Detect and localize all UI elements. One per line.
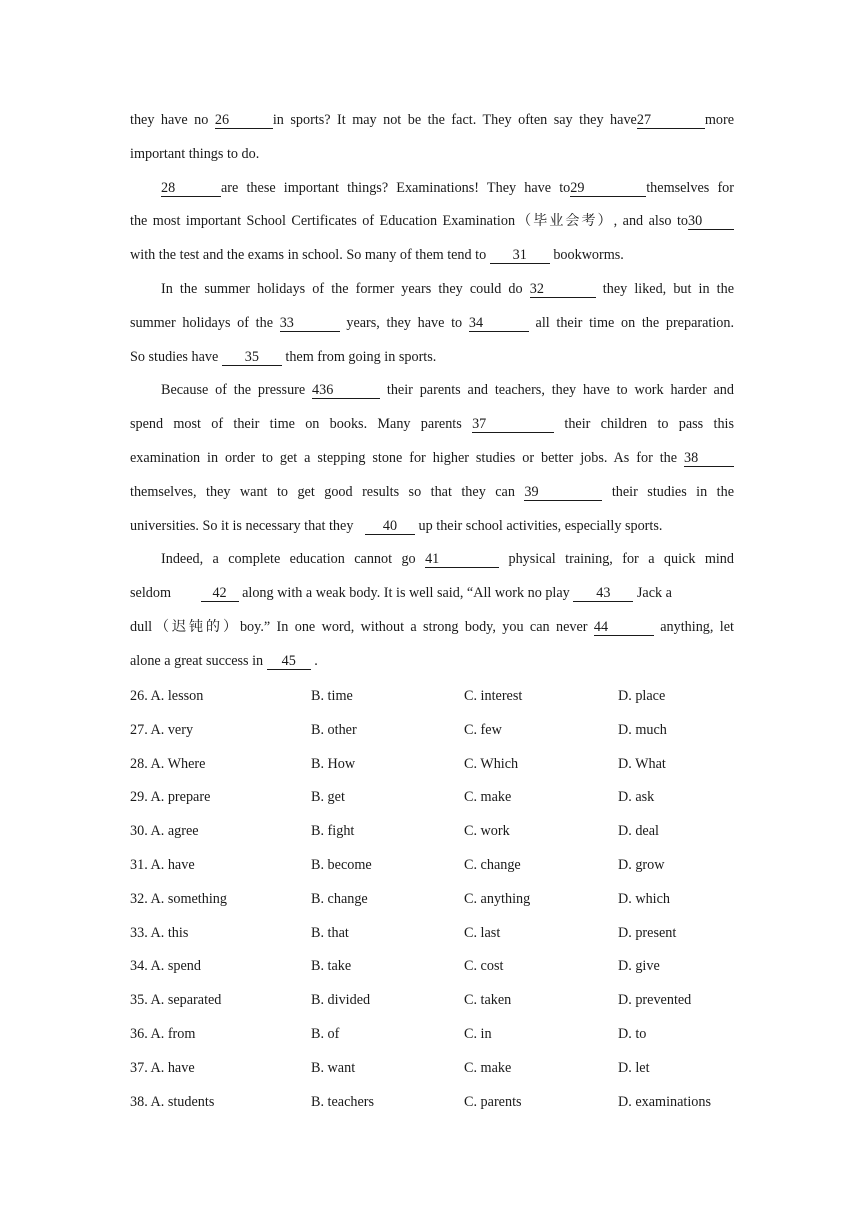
text: Indeed, a complete education cannot go <box>161 551 426 568</box>
text: physical training, for a quick mind <box>499 551 734 568</box>
option-d: D. to <box>618 1025 647 1042</box>
option-b: B. divided <box>311 992 371 1009</box>
option-c: C. change <box>464 856 521 873</box>
text: up their school activities, especially sports. <box>414 517 663 534</box>
option-row-33 <box>130 917 750 951</box>
blank-28: 28 <box>161 180 221 197</box>
passage <box>130 104 734 679</box>
text: are these important things? Examinations! They have to <box>221 179 571 196</box>
option-row-36 <box>130 1018 750 1052</box>
passage-line-5 <box>130 239 734 273</box>
text: important things to do. <box>130 145 260 162</box>
option-row-32 <box>130 883 750 917</box>
text: in sports? It may not be the fact. They often say they have <box>272 112 637 128</box>
option-a: 30. A. agree <box>130 823 199 840</box>
blank-40: 40 <box>365 518 415 535</box>
option-c: C. parents <box>464 1093 522 1110</box>
text: Jack a <box>633 585 672 602</box>
blank-42: 42 <box>201 585 239 602</box>
text: alone a great success in <box>130 652 267 669</box>
passage-line-9 <box>130 374 734 408</box>
text: Because of the pressure <box>161 382 313 399</box>
option-b: B. other <box>311 721 357 738</box>
option-d: D. place <box>618 688 666 704</box>
blank-37: 37 <box>472 416 554 433</box>
option-c: C. cost <box>464 958 504 975</box>
blank-35: 35 <box>222 349 282 366</box>
option-c: C. make <box>464 789 512 806</box>
option-row-30 <box>130 815 750 849</box>
option-c: C. Which <box>464 755 519 772</box>
text: their studies in the <box>602 483 734 500</box>
option-a: 36. A. from <box>130 1025 196 1042</box>
option-a: 32. A. something <box>130 890 227 907</box>
text: themselves for <box>646 179 734 196</box>
option-c: C. anything <box>464 890 531 907</box>
passage-line-1 <box>130 104 734 138</box>
text: . <box>310 652 318 669</box>
text: along with a weak body. It is well said, “All work no play <box>238 585 574 602</box>
text: In the summer holidays of the former years they could do <box>161 280 530 297</box>
text: themselves, they want to get good results so that they can <box>130 483 525 500</box>
option-a: 38. A. students <box>130 1093 215 1110</box>
passage-line-4 <box>130 205 734 239</box>
blank-39: 39 <box>524 484 602 501</box>
option-c: C. interest <box>464 688 523 704</box>
option-a: 37. A. have <box>130 1059 195 1076</box>
option-d: D. What <box>618 755 666 772</box>
option-row-26 <box>130 680 750 714</box>
blank-43: 43 <box>573 585 633 602</box>
option-row-29 <box>130 781 750 815</box>
blank-27: 27 <box>637 112 705 129</box>
text: seldom <box>130 585 175 602</box>
option-a: 26. A. lesson <box>130 688 204 704</box>
passage-line-10 <box>130 408 734 442</box>
option-b: B. that <box>311 924 349 941</box>
blank-38: 38 <box>684 450 734 467</box>
option-b: B. of <box>311 1025 340 1042</box>
text: summer holidays of the <box>130 314 280 331</box>
option-b: B. take <box>311 958 352 975</box>
blank-45: 45 <box>267 653 311 670</box>
text: more <box>704 112 734 128</box>
passage-line-17 <box>130 645 734 679</box>
option-a: 29. A. prepare <box>130 789 211 806</box>
option-b: B. time <box>311 688 353 704</box>
option-row-34 <box>130 950 750 984</box>
option-c: C. make <box>464 1059 512 1076</box>
option-a: 31. A. have <box>130 856 195 873</box>
option-d: D. which <box>618 890 671 907</box>
option-a: 27. A. very <box>130 721 194 738</box>
option-d: D. ask <box>618 789 655 806</box>
text: bookworms. <box>549 247 624 264</box>
option-b: B. How <box>311 755 356 772</box>
option-row-35 <box>130 984 750 1018</box>
option-row-38 <box>130 1086 750 1120</box>
option-d: D. deal <box>618 823 659 840</box>
option-b: B. fight <box>311 823 355 840</box>
text: examination in order to get a stepping stone for higher studies or better jobs. As for the <box>130 449 684 466</box>
blank-26: 26 <box>215 112 273 129</box>
text: spend most of their time on books. Many parents <box>130 416 473 433</box>
option-d: D. much <box>618 721 667 738</box>
blank-32: 32 <box>530 281 596 298</box>
blank-34: 34 <box>469 315 529 332</box>
option-c: C. in <box>464 1025 492 1042</box>
option-row-37 <box>130 1052 750 1086</box>
option-b: B. become <box>311 856 372 873</box>
passage-line-12 <box>130 476 734 510</box>
option-d: D. let <box>618 1059 650 1076</box>
option-row-27 <box>130 714 750 748</box>
text: with the test and the exams in school. So many of them tend to <box>130 247 490 264</box>
text: universities. So it is necessary that they <box>130 517 357 534</box>
passage-line-14 <box>130 543 734 577</box>
option-c: C. last <box>464 924 501 941</box>
text: they have no <box>130 112 215 128</box>
option-d: D. prevented <box>618 992 692 1009</box>
option-row-31 <box>130 849 750 883</box>
option-b: B. teachers <box>311 1093 375 1110</box>
passage-line-11 <box>130 442 734 476</box>
passage-line-13 <box>130 510 734 544</box>
option-a: 35. A. separated <box>130 992 222 1009</box>
text: they liked, but in the <box>595 280 734 297</box>
text: dull（迟钝的）boy.” In one word, without a strong body, you can never <box>130 618 594 635</box>
option-c: C. few <box>464 721 502 738</box>
text: their parents and teachers, they have to work harder and <box>380 382 734 399</box>
option-c: C. work <box>464 823 510 840</box>
option-b: B. change <box>311 890 368 907</box>
blank-44: 44 <box>594 619 654 636</box>
blank-30: 30 <box>688 213 734 230</box>
passage-line-6 <box>130 273 734 307</box>
blank-41: 41 <box>425 551 499 568</box>
option-d: D. present <box>618 924 677 941</box>
option-b: B. want <box>311 1059 356 1076</box>
blank-33: 33 <box>280 315 340 332</box>
option-c: C. taken <box>464 992 512 1009</box>
option-d: D. give <box>618 958 660 975</box>
text: So studies have <box>130 348 222 365</box>
passage-line-15 <box>130 577 734 611</box>
text: them from going in sports. <box>281 348 437 365</box>
option-b: B. get <box>311 789 345 806</box>
passage-line-3 <box>130 172 734 206</box>
answer-options <box>130 680 750 1119</box>
text: their children to pass this <box>554 416 734 433</box>
text: all their time on the preparation. <box>528 314 735 331</box>
blank-36: 436 <box>312 382 380 399</box>
option-a: 28. A. Where <box>130 755 206 772</box>
text: the most important School Certificates of Education Examination（毕业会考）, and also to <box>130 213 688 230</box>
passage-line-7 <box>130 307 734 341</box>
option-a: 34. A. spend <box>130 958 201 975</box>
option-d: D. grow <box>618 856 665 873</box>
blank-29: 29 <box>570 180 646 197</box>
text: years, they have to <box>339 314 469 331</box>
passage-line-2 <box>130 138 734 172</box>
passage-line-8 <box>130 341 734 375</box>
text: anything, let <box>653 618 734 635</box>
option-row-28 <box>130 748 750 782</box>
blank-31: 31 <box>490 247 550 264</box>
option-a: 33. A. this <box>130 924 189 941</box>
option-d: D. examinations <box>618 1093 711 1110</box>
passage-line-16 <box>130 611 734 645</box>
